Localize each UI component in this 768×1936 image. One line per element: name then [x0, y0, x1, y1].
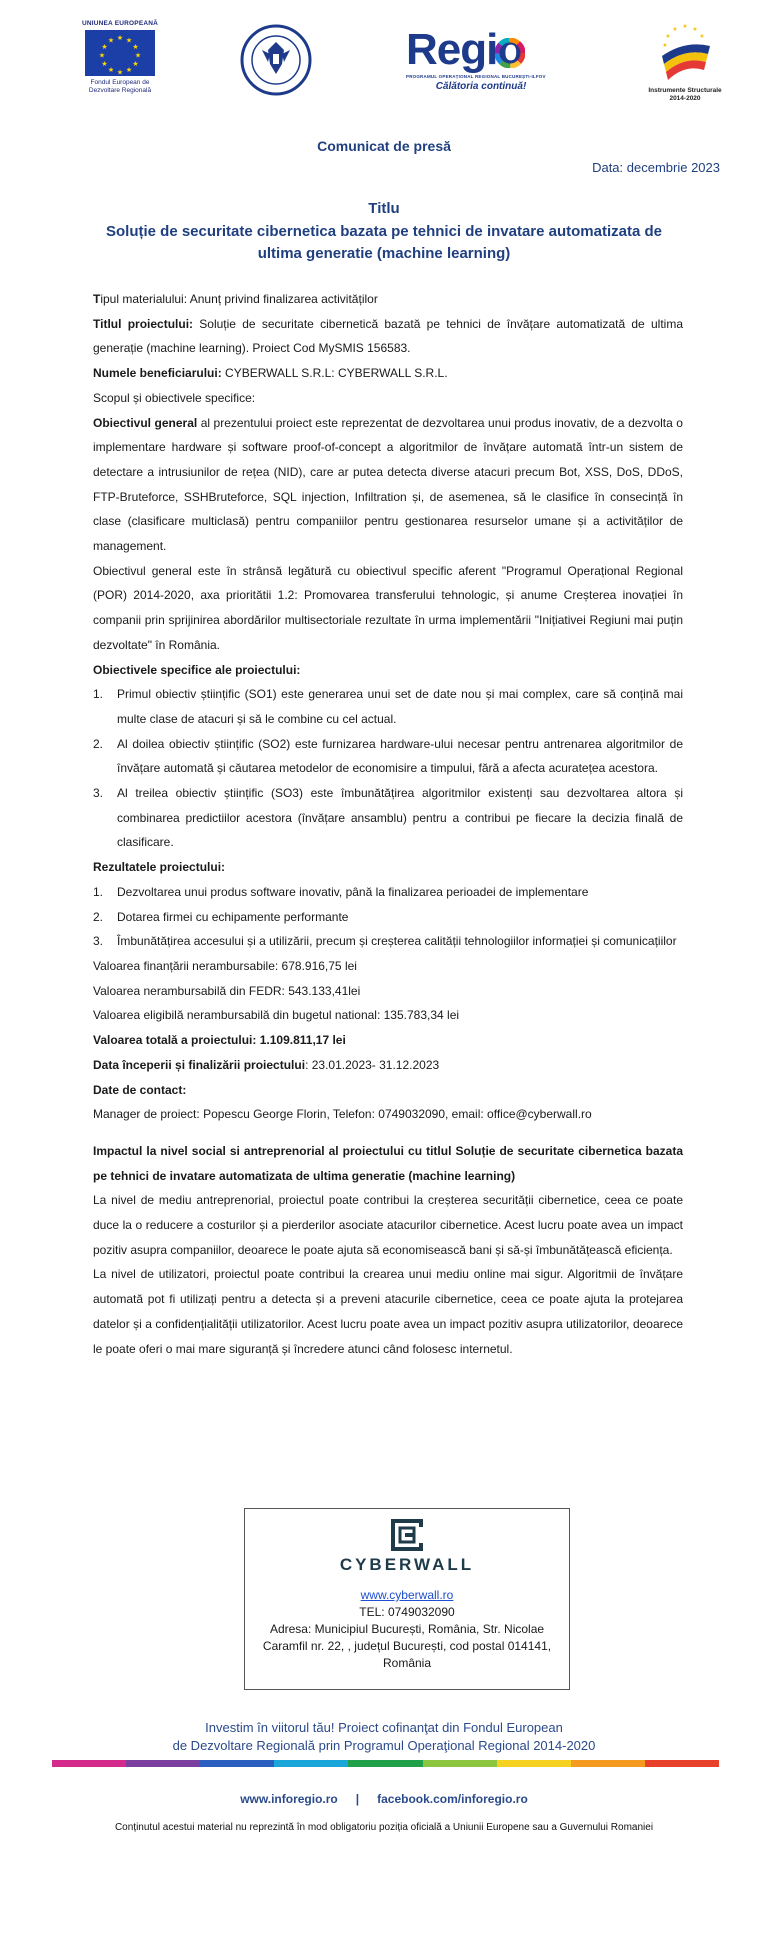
list-item-text: Dotarea firmei cu echipamente performante [117, 909, 349, 924]
company-phone: TEL: 0749032090 [359, 1605, 455, 1619]
svg-text:★: ★ [692, 26, 698, 33]
svg-text:★: ★ [101, 43, 108, 51]
list-item-number: 1. [93, 687, 104, 702]
list-item-text: Primul obiectiv științific (SO1) este generarea unui set de date nou și mai complex, care să conțină mai multe clase de atacuri și să le combine cu cel actual. [117, 687, 683, 726]
company-address-line-1: Adresa: Municipiul București, România, Str. Nicolae [269, 1622, 545, 1636]
investment-slogan-line-2: de Dezvoltare Regională prin Programul Operaţional Regional 2014-2020 [172, 1738, 596, 1753]
link-separator: | [355, 1792, 360, 1806]
rainbow-segment [497, 1760, 571, 1767]
rainbow-segment [645, 1760, 719, 1767]
press-release-body [93, 287, 683, 1361]
list-item [93, 781, 683, 855]
regio-wheel-icon [495, 38, 525, 68]
inforegio-link[interactable]: www.inforegio.ro [240, 1792, 338, 1806]
list-item [93, 682, 683, 731]
general-objective [93, 411, 683, 559]
facebook-link[interactable]: facebook.com/inforegio.ro [377, 1792, 528, 1806]
contact-heading-text: Date de contact: [93, 1082, 187, 1097]
rainbow-stripe [52, 1760, 719, 1767]
project-title [93, 312, 683, 361]
list-item [93, 905, 683, 930]
regio-subtitle: PROGRAMUL OPERAȚIONAL REGIONAL BUCUREȘTI-ILFOV [406, 74, 546, 79]
svg-text:★: ★ [132, 60, 139, 68]
instrumente-structurale-logo [640, 20, 730, 108]
rainbow-segment [348, 1760, 422, 1767]
material-type [93, 287, 683, 312]
results-list [93, 880, 683, 954]
svg-text:★: ★ [665, 33, 671, 40]
svg-text:★: ★ [134, 51, 142, 60]
eu-caption-line-2: Dezvoltare Regională [88, 87, 152, 94]
is-caption-line-1: Instrumente Structurale [648, 87, 722, 94]
disclaimer: Conținutul acestui material nu reprezintă în mod obligatoriu poziția oficială a Uniunii Europene sau a Guvernului Romaniei [114, 1822, 654, 1833]
title-label: Titlu [368, 200, 400, 217]
impact-heading [93, 1139, 683, 1188]
results-heading [93, 855, 683, 880]
list-item [93, 880, 683, 905]
press-release-label: Comunicat de presă [317, 138, 451, 154]
regio-logo [406, 25, 556, 98]
svg-text:★: ★ [107, 36, 115, 45]
company-address-line-3: România [382, 1656, 432, 1670]
regio-wordmark: Regio [406, 25, 524, 74]
investment-slogan-line-1: Investim în viitorul tău! Proiect cofinanţat din Fondul European [205, 1720, 563, 1735]
general-objective-context: Obiectivul general este în strânsă legătură cu obiectivul specific aferent "Programul Operațional Regional (POR) 2014-2020, axa prioritătii 1.2: Promovarea transferului tehnologic, și anume Creșterea inovației în companii prin sprijinirea abordărilor multisectoriale rezultate în urma implementării "Inițiativei Regiuni mai puțin dezvoltate" în România. [93, 563, 683, 652]
svg-text:★: ★ [672, 26, 678, 33]
list-item-number: 1. [93, 884, 104, 899]
eu-caption [78, 79, 162, 95]
svg-text:★: ★ [101, 60, 108, 68]
list-item [93, 732, 683, 781]
is-caption [640, 87, 730, 103]
specific-objectives-heading [93, 658, 683, 683]
svg-text:★: ★ [699, 33, 705, 40]
document-title: Soluție de securitate cibernetica bazata pe tehnici de invatare automatizata de ultima generatie (machine learning) [105, 223, 662, 262]
project-title-label: Titlul proiectului: [93, 316, 194, 331]
beneficiary-label: Numele beneficiarului: [93, 366, 222, 381]
contact-details: Manager de proiect: Popescu George Florin, Telefon: 0749032090, email: office@cyberwall.ro [93, 1107, 592, 1122]
regio-slogan: Călătoria continuă! [435, 81, 527, 92]
project-dates-label: Data începerii și finalizării proiectului [93, 1057, 306, 1072]
footer-links [0, 1792, 768, 1806]
list-item-number: 3. [93, 934, 104, 949]
logos-row [0, 18, 768, 108]
rainbow-segment [571, 1760, 645, 1767]
material-type-text: ipul materialului: Anunț privind finalizarea activităților [100, 292, 378, 306]
impact-users: La nivel de utilizatori, proiectul poate contribui la crearea unui mediu online mai sigur. Algoritmii de învățare automată pot fi utilizați pentru a detecta și a preveni atacurile cibernetice, ceea ce poate ajuta la protejarea datelor și a confidențialității utilizatorilor. Acest lucru poate avea un impact pozitiv asupra utilizatorilor, deoarece le poate oferi o mai mare siguranță și încredere atunci când folosesc internetul. [93, 1267, 683, 1356]
spacer [93, 1127, 683, 1139]
specific-objectives-heading-text: Obiectivele specifice ale proiectului: [93, 662, 301, 677]
svg-text:★: ★ [125, 66, 133, 74]
eu-caption-line-1: Fondul European de [90, 79, 150, 86]
cyberwall-logo-icon [387, 1517, 427, 1553]
svg-text:★: ★ [98, 51, 106, 60]
total-value-text: Valoarea totală a proiectului: 1.109.811,17 lei [93, 1033, 346, 1048]
eligible-value: Valoarea eligibilă nerambursabilă din bugetul national: 135.783,34 lei [93, 1008, 460, 1023]
list-item [93, 929, 683, 954]
rainbow-segment [126, 1760, 200, 1767]
list-item-number: 2. [93, 909, 104, 924]
svg-text:★: ★ [116, 68, 124, 76]
beneficiary [93, 361, 683, 386]
beneficiary-value: CYBERWALL S.R.L: CYBERWALL S.R.L. [221, 366, 448, 381]
list-item-text: Dezvoltarea unui produs software inovativ, până la finalizarea perioadei de implementare [117, 884, 589, 899]
investment-slogan [0, 1719, 768, 1755]
project-title-value: Soluție de securitate cibernetică bazată pe tehnici de învățare automatizată de ultima generație (machine learning). Proiect Cod MySMIS 156583. [93, 316, 683, 356]
eu-flag-icon [85, 30, 155, 76]
impact-heading-text: Impactul la nivel social si antreprenorial al proiectului cu titlul Soluție de securitate cibernetica bazata pe tehnici de invatare automatizata de ultima generatie (machine learning) [93, 1143, 683, 1183]
svg-text:★: ★ [116, 34, 124, 42]
svg-text:★: ★ [125, 36, 133, 45]
is-caption-line-2: 2014-2020 [669, 95, 701, 102]
instrumente-structurale-icon [640, 20, 730, 82]
results-heading-text: Rezultatele proiectului: [93, 860, 226, 875]
eu-label: UNIUNEA EUROPEANĂ [81, 20, 159, 27]
fedr-value: Valoarea nerambursabilă din FEDR: 543.133,41lei [93, 983, 361, 998]
company-card [244, 1508, 570, 1690]
svg-text:★: ★ [682, 23, 688, 30]
list-item-text: Al treilea obiectiv științific (SO3) este îmbunătățirea algoritmilor existenți sau dezvoltarea altora și combinarea predictiilor acestora (învățare ansamblu) pentru a contribui pe fiecare la decizia finală de clasificare. [117, 786, 683, 850]
impact-business: La nivel de mediu antreprenorial, proiectul poate contribui la creșterea securității cibernetice, ceea ce poate duce la o reducere a costurilor și a pierderilor asociate atacurilor cibernetice. Acest lucru poate avea un impact pozitiv asupra companiilor, deoarece le poate ajuta să economisească bani și să-și îmbunătățească eficiența. [93, 1193, 683, 1257]
total-value [93, 1028, 683, 1053]
general-objective-label: Obiectivul general [93, 415, 198, 430]
company-address-line-2: Caramfil nr. 22, , județul București, cod postal 014141, [262, 1639, 552, 1653]
project-dates-value: : 23.01.2023- 31.12.2023 [305, 1057, 440, 1072]
material-type-initial: T [93, 292, 101, 306]
list-item-text: Al doilea obiectiv științific (SO2) este furnizarea hardware-ului necesar pentru antrenarea algoritmilor de învățare automată și căutarea metodelor de economisire a timpului, fără a afecta acuratețea acestora. [117, 736, 683, 776]
rainbow-segment [423, 1760, 497, 1767]
list-item-text: Îmbunătățirea accesului și a utilizării, precum și creșterea calității tehnologiilor informației și comunicațiilor [117, 934, 677, 949]
list-item-number: 3. [93, 786, 104, 801]
svg-text:★: ★ [132, 43, 139, 51]
scope-heading: Scopul și obiectivele specifice: [93, 390, 256, 405]
company-website-link[interactable]: www.cyberwall.ro [360, 1588, 454, 1602]
non-refundable-value: Valoarea finanțării nerambursabile: 678.916,75 lei [93, 958, 357, 973]
general-objective-text: al prezentului proiect este reprezentat de dezvoltarea unui produs inovativ, de a dezvolta o implementare hardware și software proof-of-concept a algoritmilor de învățare automată într-un sistem de detectare a intrusiunilor de rețea (NID), care ar putea detecta diverse atacuri precum Bot, XSS, DoS, DDoS, FTP-Bruteforce, SSHBruteforce, SQL injection, Infiltration și, de asemenea, să le clasifice în consecință în clase (clasificare multiclasă) pentru companiilor pentru gestionarea resurselor umane și a activităților de management. [93, 415, 683, 554]
list-item-number: 2. [93, 736, 104, 751]
rainbow-segment [200, 1760, 274, 1767]
company-name: CYBERWALL [339, 1555, 475, 1574]
government-seal-icon [240, 24, 312, 96]
release-date: Data: decembrie 2023 [592, 160, 720, 175]
rainbow-segment [52, 1760, 126, 1767]
svg-text:★: ★ [662, 42, 668, 49]
eu-logo [78, 20, 162, 95]
specific-objectives-list [93, 682, 683, 855]
rainbow-segment [274, 1760, 348, 1767]
project-dates [93, 1053, 683, 1078]
svg-text:★: ★ [107, 66, 115, 74]
contact-heading [93, 1078, 683, 1103]
